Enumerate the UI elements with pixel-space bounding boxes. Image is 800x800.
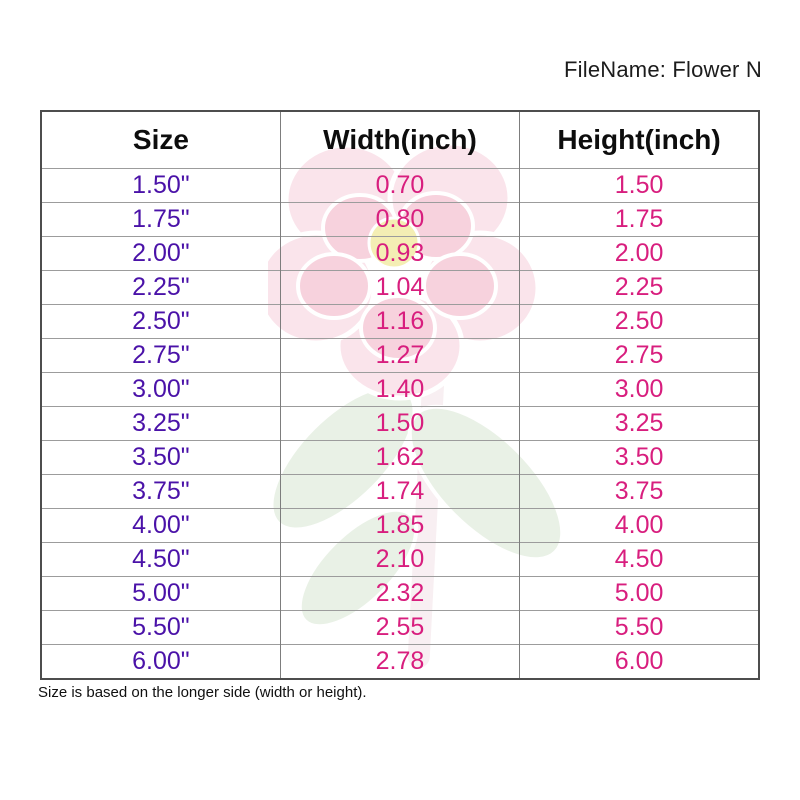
height-cell: 1.50 (520, 169, 759, 203)
width-cell: 2.55 (280, 611, 519, 645)
size-cell: 3.75" (41, 475, 280, 509)
size-cell: 5.00" (41, 577, 280, 611)
height-cell: 2.00 (520, 237, 759, 271)
table-row (41, 407, 759, 441)
size-cell: 3.25" (41, 407, 280, 441)
size-chart-table-wrap (40, 110, 760, 680)
height-cell: 6.00 (520, 645, 759, 680)
width-cell: 1.04 (280, 271, 519, 305)
width-cell: 1.85 (280, 509, 519, 543)
column-header-width: Width(inch) (280, 111, 519, 169)
height-cell: 3.75 (520, 475, 759, 509)
table-row (41, 543, 759, 577)
table-row (41, 169, 759, 203)
size-cell: 4.50" (41, 543, 280, 577)
column-header-height: Height(inch) (520, 111, 759, 169)
height-cell: 5.50 (520, 611, 759, 645)
table-row (41, 441, 759, 475)
width-cell: 1.40 (280, 373, 519, 407)
size-cell: 2.75" (41, 339, 280, 373)
table-row (41, 475, 759, 509)
filename-label: FileName: Flower N (564, 57, 762, 82)
footnote: Size is based on the longer side (width or height). (38, 684, 367, 701)
table-row (41, 339, 759, 373)
width-cell: 1.27 (280, 339, 519, 373)
height-cell: 1.75 (520, 203, 759, 237)
table-row (41, 271, 759, 305)
height-cell: 3.00 (520, 373, 759, 407)
width-cell: 1.62 (280, 441, 519, 475)
width-cell: 2.10 (280, 543, 519, 577)
table-row (41, 577, 759, 611)
size-cell: 3.00" (41, 373, 280, 407)
height-cell: 4.00 (520, 509, 759, 543)
height-cell: 5.00 (520, 577, 759, 611)
size-cell: 4.00" (41, 509, 280, 543)
size-chart-table (40, 110, 760, 680)
table-row (41, 373, 759, 407)
height-cell: 3.50 (520, 441, 759, 475)
size-cell: 1.50" (41, 169, 280, 203)
column-header-size: Size (132, 124, 189, 155)
width-cell: 0.70 (280, 169, 519, 203)
table-row (41, 645, 759, 680)
size-cell: 2.50" (41, 305, 280, 339)
table-row (41, 203, 759, 237)
width-cell: 2.32 (280, 577, 519, 611)
table-row (41, 237, 759, 271)
width-cell: 0.80 (280, 203, 519, 237)
size-cell: 2.00" (41, 237, 280, 271)
height-cell: 2.25 (520, 271, 759, 305)
table-row (41, 509, 759, 543)
table-row (41, 305, 759, 339)
header-row (41, 111, 759, 169)
size-cell: 3.50" (41, 441, 280, 475)
width-cell: 1.50 (280, 407, 519, 441)
size-cell: 2.25" (41, 271, 280, 305)
width-cell: 0.93 (280, 237, 519, 271)
size-table-body (41, 169, 759, 680)
height-cell: 2.50 (520, 305, 759, 339)
table-header (41, 111, 759, 169)
height-cell: 3.25 (520, 407, 759, 441)
size-cell: 1.75" (41, 203, 280, 237)
height-cell: 2.75 (520, 339, 759, 373)
size-cell: 5.50" (41, 611, 280, 645)
width-cell: 1.16 (280, 305, 519, 339)
width-cell: 2.78 (280, 645, 519, 680)
width-cell: 1.74 (280, 475, 519, 509)
size-cell: 6.00" (41, 645, 280, 680)
table-row (41, 611, 759, 645)
height-cell: 4.50 (520, 543, 759, 577)
